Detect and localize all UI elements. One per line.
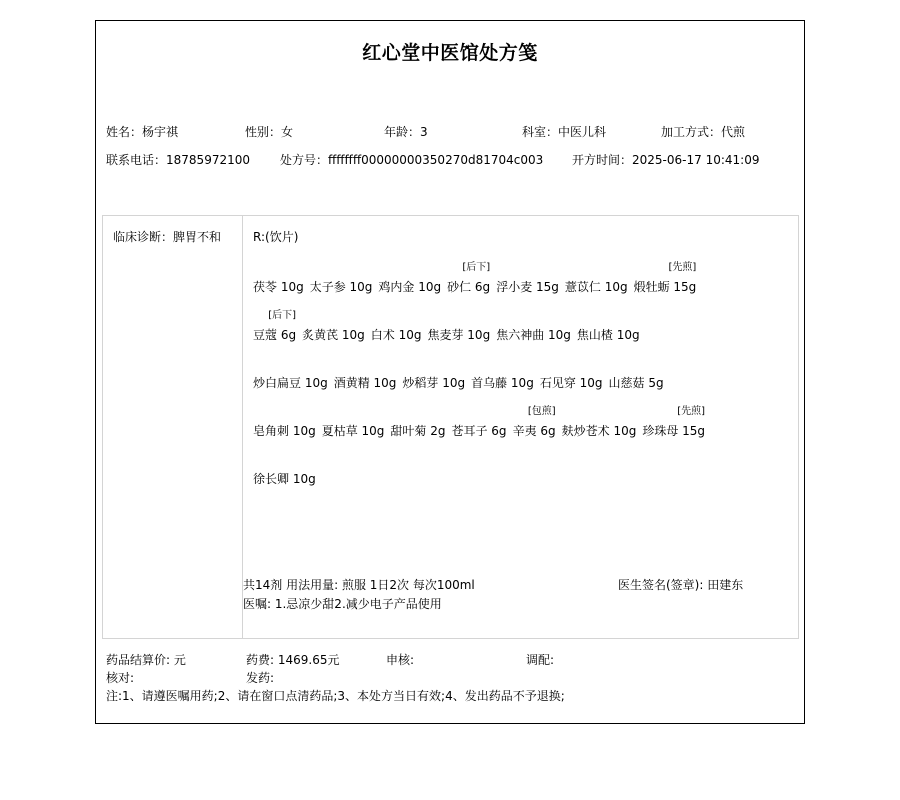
processing-method: 加工方式：代煎 [661,125,746,139]
prescription-box [102,215,799,639]
herb-item [378,278,441,295]
herb-name-dose: 焦麦芽 10g [427,328,491,342]
herb-line [253,310,646,343]
herb-item [427,326,490,343]
herb-name-dose: 豆蔻 6g [253,328,297,342]
footer-notes: 注:1、请遵医嘱用药;2、请在窗口点清药品;3、本处方当日有效;4、发出药品不予退换; [106,689,565,703]
settle-price: 药品结算价: 元 [106,653,186,667]
herb-item [562,422,637,439]
prescription-time: 开方时间：2025-06-17 10:41:09 [572,153,760,167]
herb-item [253,278,304,295]
herb-item [540,374,603,391]
rx-title: R:(饮片) [253,230,299,244]
herb-item [322,422,385,439]
herb-item [577,326,640,343]
herb-item [496,278,559,295]
herb-name-dose: 徐长卿 10g [253,472,316,486]
herb-line [253,406,711,439]
prescription-sheet [95,20,805,724]
issue-field: 发药: [246,671,275,685]
patient-name: 姓名：杨宇祺 [106,125,179,139]
herb-name-dose: 麸炒苍术 10g [561,424,637,438]
herb-line [253,470,322,487]
herb-item [609,374,664,391]
herb-name-dose: 酒黄精 10g [333,376,397,390]
herb-name-dose: 皂角刺 10g [253,424,316,438]
dispense-field: 调配: [526,653,555,667]
herb-name-dose: 辛夷 6g [512,424,556,438]
diagnosis-column [103,216,243,638]
herb-name-dose: 炒稻芽 10g [402,376,466,390]
herb-name-dose: 珍珠母 15g [642,424,706,438]
herb-item [334,374,397,391]
herb-item [253,310,297,343]
herb-name-dose: 石见穿 10g [539,376,603,390]
herb-name-dose: 甜叶菊 2g [390,424,446,438]
doctor-advice: 医嘱: 1.忌凉少甜2.减少电子产品使用 [243,597,442,611]
herb-note: [后下] [462,262,491,273]
herb-item [565,278,628,295]
herb-name-dose: 苍耳子 6g [451,424,507,438]
check-field: 核对: [106,671,135,685]
clinical-diagnosis: 临床诊断：脾胃不和 [113,230,222,244]
herb-name-dose: 太子参 10g [309,280,373,294]
herb-item [496,326,571,343]
herb-note: [包煎] [527,406,556,417]
herb-name-dose: 煅牡蛎 15g [633,280,697,294]
herb-note: [先煎] [677,406,706,417]
herb-name-dose: 夏枯草 10g [321,424,385,438]
doctor-signature: 医生签名(签章): 田建东 [618,578,744,592]
herb-name-dose: 浮小麦 15g [496,280,559,294]
herb-item [371,326,422,343]
herb-name-dose: 焦山楂 10g [576,328,640,342]
herb-item [512,406,556,439]
page-title: 红心堂中医馆处方笺 [362,42,538,64]
herb-name-dose: 薏苡仁 10g [564,280,628,294]
herb-item [471,374,534,391]
department: 科室：中医儿科 [522,125,607,139]
herb-item [642,406,706,439]
herb-item [302,326,365,343]
prescription-number: 处方号：ffffffff00000000350270d81704c003 [280,153,544,167]
herb-name-dose: 炒白扁豆 10g [253,376,328,390]
usage-instructions: 共14剂 用法用量: 煎服 1日2次 每次100ml [243,578,475,592]
herb-item [310,278,373,295]
herb-note: [后下] [268,310,297,321]
herb-line [253,262,702,295]
herb-item [633,262,697,295]
herb-name-dose: 炙黄芪 10g [302,328,365,342]
herb-item [447,262,491,295]
review-field: 申核: [386,653,415,667]
herb-item [451,422,506,439]
drug-fee: 药费: 1469.65元 [246,653,340,667]
herb-name-dose: 茯苓 10g [253,280,304,294]
patient-gender: 性别：女 [245,125,294,139]
herb-name-dose: 焦六神曲 10g [496,328,571,342]
herb-name-dose: 白术 10g [370,328,422,342]
herb-item [253,374,328,391]
herb-name-dose: 首乌藤 10g [471,376,534,390]
herb-item [390,422,445,439]
phone: 联系电话：18785972100 [106,153,250,167]
herb-line [253,374,670,391]
herb-item [253,422,316,439]
herb-name-dose: 砂仁 6g [447,280,491,294]
herb-name-dose: 山慈菇 5g [608,376,664,390]
patient-age: 年龄：3 [384,125,428,139]
herb-name-dose: 鸡内金 10g [378,280,442,294]
herb-item [402,374,465,391]
herb-item [253,470,316,487]
herb-note: [先煎] [668,262,697,273]
